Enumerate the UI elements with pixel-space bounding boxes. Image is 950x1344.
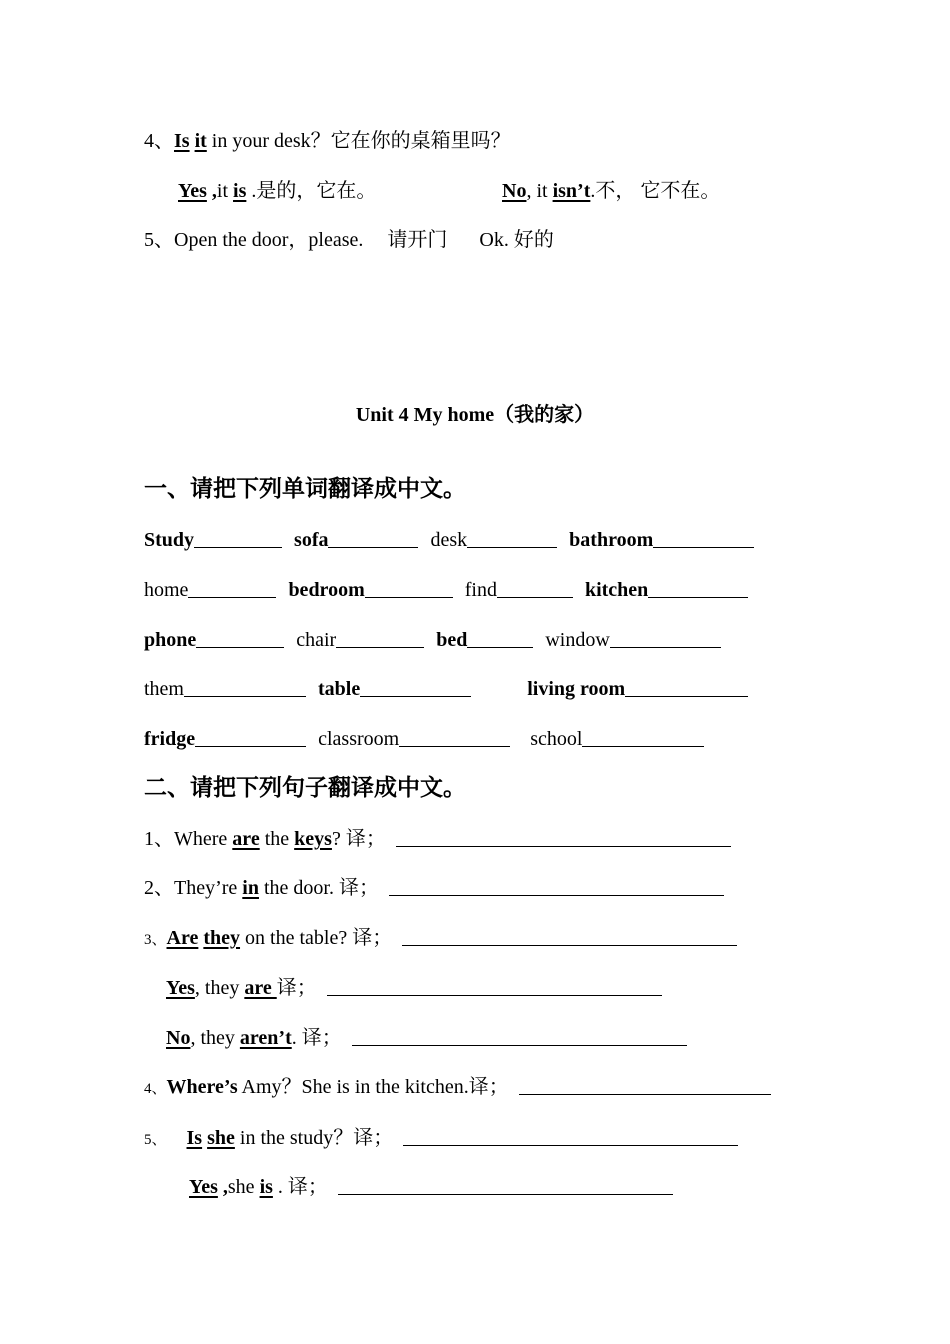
word-row-3 <box>144 626 721 654</box>
s3-yes-are: are <box>244 977 277 999</box>
s5-yes-comma: , <box>217 1176 228 1198</box>
s1-are: are <box>232 828 260 850</box>
section1-heading: 一、请把下列单词翻译成中文。 <box>144 476 466 501</box>
translation-blank[interactable] <box>389 895 724 896</box>
s3-yes: Yes <box>166 977 195 999</box>
word-row-2 <box>144 576 748 604</box>
word-classroom: classroom <box>318 728 400 750</box>
s5-yes-post: . 译； <box>272 1176 328 1198</box>
s3-yes-mid: , they <box>194 977 245 999</box>
blank[interactable] <box>196 647 284 648</box>
translation-blank[interactable] <box>352 1045 687 1046</box>
translation-blank[interactable] <box>396 846 731 847</box>
sentence-2 <box>144 874 724 902</box>
q4-yes: Yes <box>178 180 207 202</box>
blank[interactable] <box>328 547 418 548</box>
translation-blank[interactable] <box>327 995 662 996</box>
blank[interactable] <box>653 547 754 548</box>
q4-no-it: , it <box>526 180 553 202</box>
blank[interactable] <box>184 696 306 697</box>
word-desk: desk <box>430 529 468 551</box>
sentence-3-yes <box>166 974 662 1002</box>
sentence-3-no <box>166 1024 687 1052</box>
word-them: them <box>144 678 184 700</box>
word-row-5 <box>144 725 704 753</box>
sentence-4 <box>144 1073 771 1103</box>
s2-pre: 2、They’re <box>144 877 243 899</box>
q4-no: No <box>502 180 527 202</box>
translation-blank[interactable] <box>402 945 737 946</box>
s2-post: the door. 译； <box>258 877 379 899</box>
q4-it: it <box>194 130 207 152</box>
word-living-room: living room <box>527 678 626 700</box>
s3-no: No <box>166 1027 191 1049</box>
section2-heading: 二、请把下列句子翻译成中文。 <box>144 775 466 800</box>
s5-yes-she: she <box>227 1176 260 1198</box>
blank[interactable] <box>336 647 424 648</box>
blank[interactable] <box>365 597 453 598</box>
s1-mid: the <box>259 828 295 850</box>
blank[interactable] <box>188 597 276 598</box>
s5-num: 5、 <box>144 1132 167 1148</box>
q5-ok: Ok. 好的 <box>479 229 554 251</box>
word-chair: chair <box>296 629 337 651</box>
word-bed: bed <box>436 629 468 651</box>
word-row-4 <box>144 675 748 703</box>
word-row-1 <box>144 526 754 554</box>
word-window: window <box>545 629 610 651</box>
word-sofa: sofa <box>294 529 329 551</box>
s5-post: in the study？译； <box>234 1127 394 1149</box>
blank[interactable] <box>399 746 510 747</box>
blank[interactable] <box>194 547 282 548</box>
blank[interactable] <box>467 647 533 648</box>
blank[interactable] <box>195 746 306 747</box>
sentence-3 <box>144 924 737 954</box>
q4-rest: in your desk？它在你的桌箱里吗？ <box>206 130 511 152</box>
q4-yes-is: is <box>233 180 247 202</box>
s3-yes-post: 译； <box>276 977 317 999</box>
q4-no-rest: .不， 它不在。 <box>590 180 721 202</box>
s3-num: 3、 <box>144 932 167 948</box>
q4-is: Is <box>174 130 190 152</box>
s4-num: 4、 <box>144 1081 167 1097</box>
q5-cn: 请开门 <box>387 229 448 251</box>
s3-they: they <box>203 927 241 949</box>
s4-post: Amy？She is in the kitchen.译； <box>237 1076 509 1098</box>
blank[interactable] <box>625 696 748 697</box>
s3-post: on the table? 译； <box>240 927 393 949</box>
q5-text: 5、Open the door，please. <box>144 229 364 251</box>
word-find: find <box>464 579 497 601</box>
sentence-5 <box>144 1124 738 1154</box>
s1-post: ? 译； <box>331 828 386 850</box>
q4-yes-it: it <box>216 180 234 202</box>
blank[interactable] <box>360 696 471 697</box>
unit-title: Unit 4 My home（我的家） <box>355 404 595 426</box>
translation-blank[interactable] <box>338 1194 673 1195</box>
q5-line <box>144 226 554 254</box>
s3-no-post: . 译； <box>291 1027 342 1049</box>
s3-no-mid: , they <box>190 1027 240 1049</box>
q4-number: 4、 <box>144 130 174 152</box>
translation-blank[interactable] <box>403 1145 738 1146</box>
blank[interactable] <box>582 746 704 747</box>
s1-pre: 1、Where <box>144 828 233 850</box>
sentence-5-yes <box>189 1173 673 1201</box>
word-kitchen: kitchen <box>584 579 649 601</box>
word-table: table <box>318 678 361 700</box>
word-fridge: fridge <box>144 728 196 750</box>
s2-in: in <box>242 877 259 899</box>
word-bedroom: bedroom <box>288 579 365 601</box>
s5-yes-is: is <box>259 1176 273 1198</box>
q4-line <box>144 127 511 155</box>
s5-is: Is <box>186 1127 203 1149</box>
sentence-1 <box>144 825 731 853</box>
word-school: school <box>530 728 583 750</box>
s4-wheres: Where’s <box>166 1076 238 1098</box>
s1-keys: keys <box>294 828 332 850</box>
word-phone: phone <box>144 629 197 651</box>
s3-no-arent: aren’t <box>239 1027 292 1049</box>
s5-she: she <box>207 1127 235 1149</box>
translation-blank[interactable] <box>519 1094 771 1095</box>
q4-yes-comma: , <box>206 180 217 202</box>
blank[interactable] <box>610 647 721 648</box>
q4-no-isnt: isn’t <box>552 180 591 202</box>
q4-yes-answer <box>178 177 376 205</box>
word-study: Study <box>144 529 195 551</box>
q4-yes-rest: .是的，它在。 <box>246 180 377 202</box>
word-bathroom: bathroom <box>569 529 654 551</box>
s3-are: Are <box>166 927 199 949</box>
blank[interactable] <box>467 547 557 548</box>
blank[interactable] <box>648 597 748 598</box>
word-home: home <box>144 579 189 601</box>
q4-no-answer <box>502 177 720 205</box>
blank[interactable] <box>497 597 573 598</box>
s5-yes: Yes <box>189 1176 218 1198</box>
